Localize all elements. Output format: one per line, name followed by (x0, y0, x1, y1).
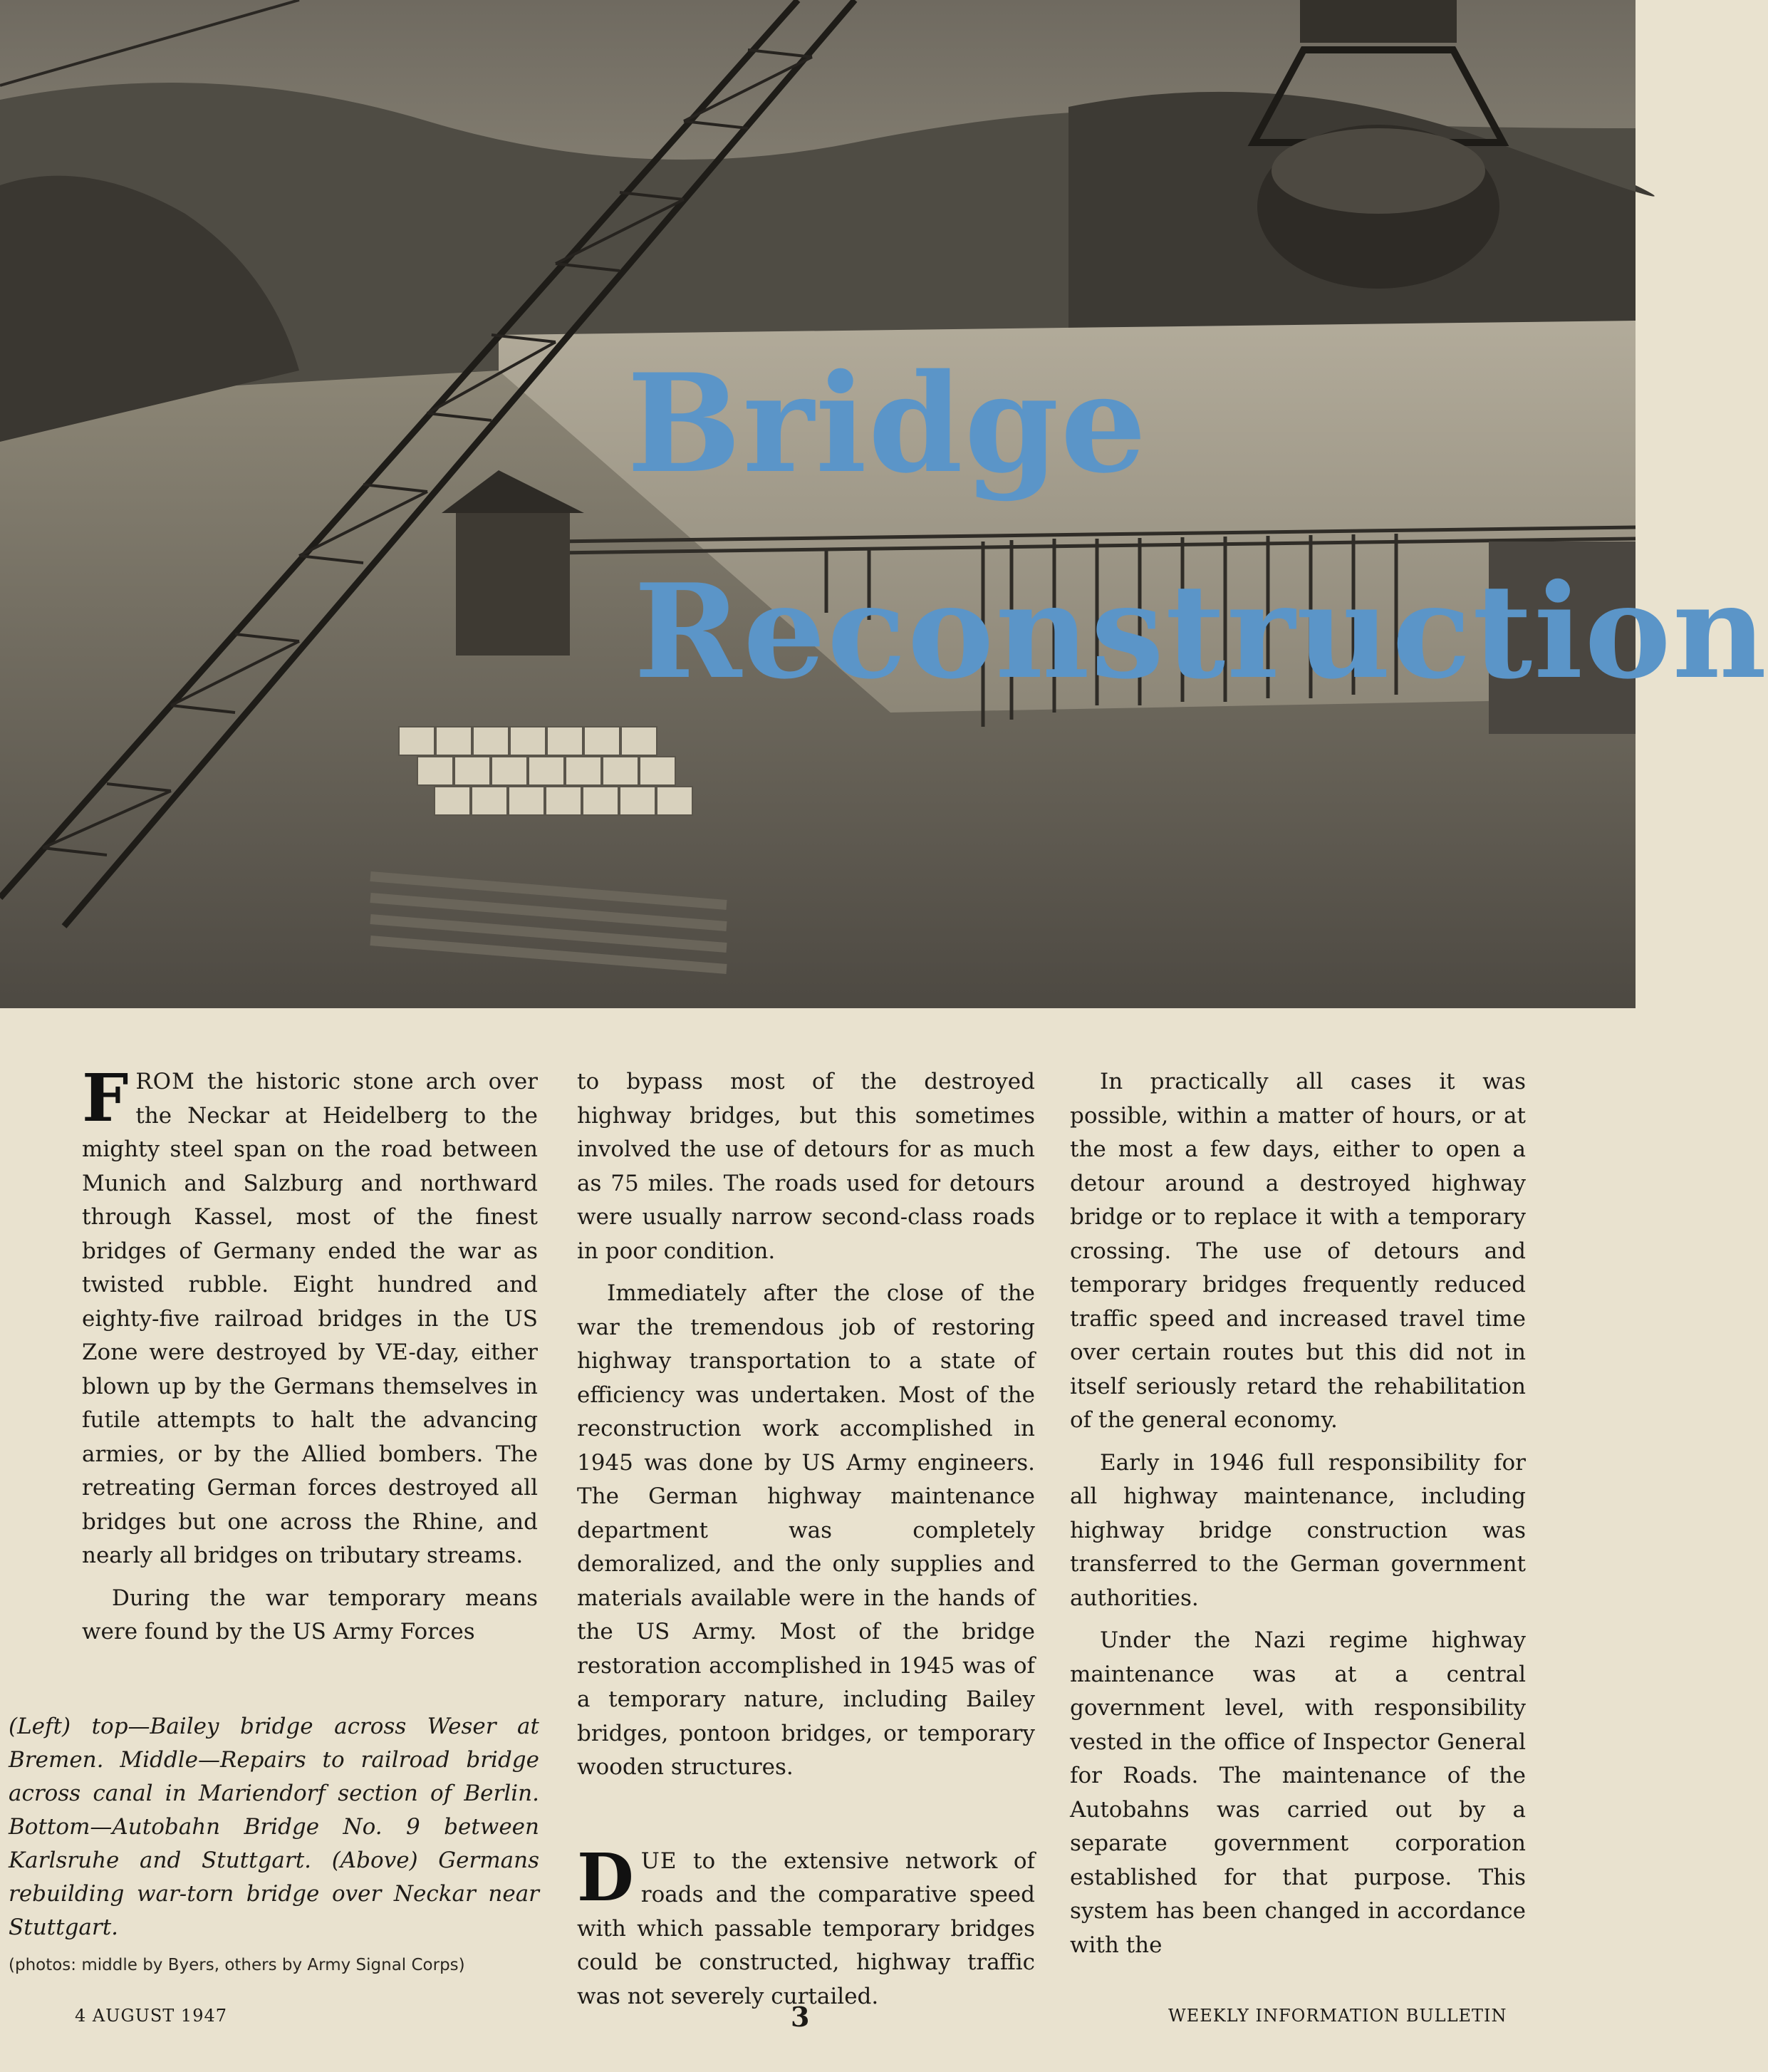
dropcap-d: D (577, 1838, 634, 1916)
footer-publication: WEEKLY INFORMATION BULLETIN (1168, 2006, 1507, 2026)
lead-word: UE (640, 1848, 677, 1874)
section-break (577, 1793, 1035, 1845)
column2-paragraph-1: to bypass most of the destroyed highway bridges, but this sometimes involved the use of detours for as much as 75 miles. The roads used for detours were usually narrow second-class roads in poor condition. (577, 1069, 1035, 1264)
footer-date: 4 AUGUST 1947 (75, 2006, 228, 2026)
article-column-1 (82, 1060, 538, 1658)
article-column-3 (1070, 1065, 1526, 1971)
paragraph-text: the historic stone arch over the Neckar at Heidelberg to the mighty steel span on the road between Munich and Salzburg and northward through Kassel, most of the finest bridges of Germany ended the war as twisted rubble. Eight hundred and eighty-five railroad bridges in the US Zone were destroyed by VE-day, either blown up by the Germans themselves in futile attempts to halt the advancing armies, or by the Allied bombers. The retreating German forces destroyed all bridges but one across the Rhine, and nearly all bridges on tributary streams. (82, 1069, 538, 1568)
headline-line-2: Reconstruction (634, 555, 1768, 708)
column1-paragraph-1 (82, 1060, 538, 1573)
photo-credit: (photos: middle by Byers, others by Army Signal Corps) (9, 1956, 465, 1974)
paragraph-text: to the extensive network of roads and the comparative speed with which passable temporary bridges could be constructed, highway traffic was not severely curtailed. (577, 1848, 1035, 2009)
column2-paragraph-2: Immediately after the close of the war the tremendous job of restoring highway transportation to a state of efficiency was undertaken. Most of the reconstruction work accomplished in 1945 was done by US Army engineers. The German highway maintenance department was completely demoralized, and the only supplies and materials available were in the hands of the US Army. Most of the bridge restoration accomplished in 1945 was of a temporary nature, including Bailey bridges, pontoon bridges, or temporary wooden structures. (577, 1280, 1035, 1780)
dropcap-f: F (82, 1060, 129, 1136)
header-photo (0, 0, 1768, 1008)
column3-paragraph-1: In practically all cases it was possible, within a matter of hours, or at the most a few days, either to open a detour around a destroyed highway bridge or to replace it with a temporary crossing. The use of detours and temporary bridges frequently reduced traffic speed and increased travel time over certain routes but this did not in itself seriously retard the rehabilitation of the general economy. (1070, 1069, 1526, 1433)
article-column-2 (577, 1065, 1035, 2022)
headline-line-1: Bridge (627, 344, 1148, 503)
photo-caption: (Left) top—Bailey bridge across Weser at Bremen. Middle—Repairs to railroad bridge across canal in Mariendorf section of Berlin. Bottom—Autobahn Bridge No. 9 between Karlsruhe and Stuttgart. (Above) Germans rebuilding war-torn bridge over Neckar near Stuttgart. (9, 1714, 539, 1940)
column3-paragraph-3: Under the Nazi regime highway maintenance was at a central government level, with responsibility vested in the office of Inspector General for Roads. The maintenance of the Autobahns was carried out by a separate government corporation established for that purpose. This system has been changed in accordance with the (1070, 1627, 1526, 1958)
column2-paragraph-3 (577, 1838, 1035, 2014)
construction-scene-illustration (0, 0, 1636, 1008)
column3-paragraph-2: Early in 1946 full responsibility for all highway maintenance, including highway bridge construction was transferred to the German government authorities. (1070, 1449, 1526, 1611)
column1-paragraph-2: During the war temporary means were found by the US Army Forces (82, 1585, 538, 1644)
lead-word: ROM (135, 1069, 195, 1094)
page-number: 3 (791, 2001, 811, 2033)
